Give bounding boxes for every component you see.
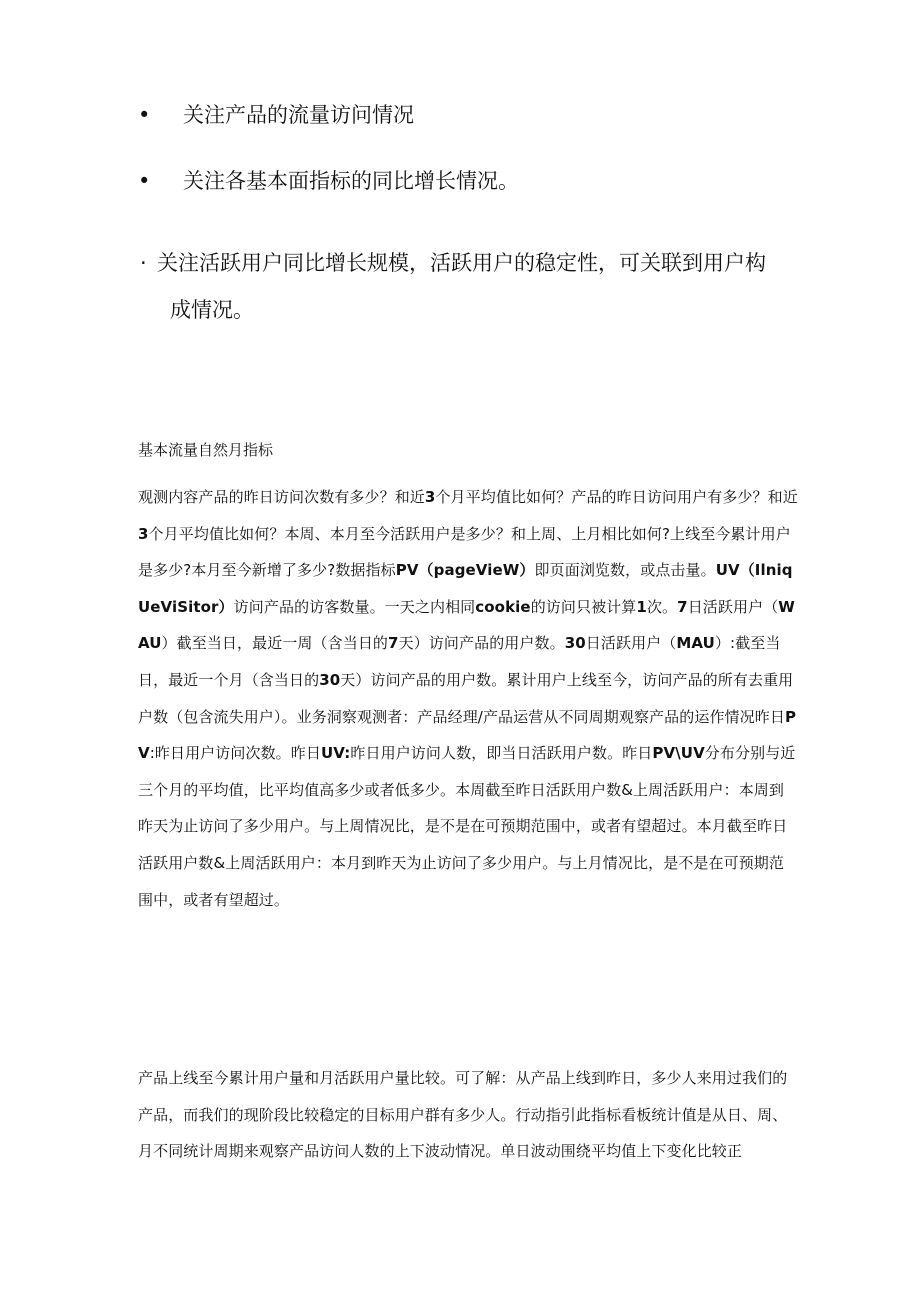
bold-term: UV: <box>320 744 351 763</box>
section-heading: 基本流量自然月指标 <box>138 441 274 459</box>
bullet-marker: · <box>140 251 147 275</box>
bullet-item-active-users: 关注活跃用户同比增长规模，活跃用户的稳定性，可关联到用户构 <box>157 251 766 275</box>
text-run: 分布分别与近三个月的平均值，比平均值高多少或者低多少。本周截至昨日活跃用户数&上周活跃用户：本周到昨天为止访问了多少用户。与上周情况比，是不是在可预期范围中，或者有望超过。本月截至昨日活跃用户数&上周活跃用户：本月到昨天为止访问了多少用户。与上月情况比，是不是在可预期范围中，或者有望超过。 <box>138 744 796 909</box>
bold-term: UV（IlniqUeViSitor） <box>138 561 793 616</box>
bullet-marker: • <box>138 169 151 193</box>
text-run: 个月平均值比如何？本周、本月至今活跃用户是多少？和上周、上月相比如何?上线至今累计用户是多少?本月至今新增了多少?数据指标 <box>138 524 791 580</box>
text-run: ）截至当日，最近一周（含当日的 <box>161 634 389 653</box>
text-run: 次。 <box>646 597 678 616</box>
bold-term: 30 <box>319 670 341 689</box>
bold-term: 3 <box>424 488 436 506</box>
bold-term: 7 <box>388 634 399 653</box>
bold-term: PV <box>138 707 797 763</box>
bold-term: PV（pageVieW） <box>395 561 535 580</box>
bullet-marker: • <box>138 103 151 127</box>
bold-term: 1 <box>636 597 647 616</box>
bullet-item-active-users-continuation: 成情况。 <box>170 298 254 322</box>
bold-term: 30 <box>564 634 586 653</box>
text-run: 的访问只被计算 <box>530 597 637 616</box>
bold-term: 7 <box>677 597 688 616</box>
text-run: 天）访问产品的用户数。 <box>398 634 565 653</box>
text-run: 即页面浏览数，或点击量。 <box>534 561 716 580</box>
text-run: 昨日用户访问人数，即当日活跃用户数。昨日 <box>350 744 653 763</box>
text-run: 观测内容产品的昨日访问次数有多少？和近 <box>138 488 425 506</box>
bold-term: WAU <box>138 597 795 653</box>
text-run: ）:截至当日，最近一个月（含当日的 <box>138 634 781 689</box>
cumulative-users-paragraph: 产品上线至今累计用户量和月活跃用户量比较。可了解：从产品上线到昨日，多少人来用过我们的产品，而我们的现阶段比较稳定的目标用户群有多少人。行动指引此指标看板统计值是从日、周、月不同统计周期来观察产品访问人数的上下波动情况。单日波动围绕平均值上下变化比较正 <box>138 1069 788 1161</box>
bold-term: 3 <box>138 524 149 543</box>
text-run: 天）访问产品的用户数。累计用户上线至今，访问产品的所有去重用户数（包含流失用户）。业务洞察观测者：产品经理/产品运营从不同周期观察产品的运作情况昨日 <box>138 670 794 726</box>
text-run: 个月平均值比如何？产品的昨日访问用户有多少？和近 <box>435 488 798 506</box>
text-run: 访问产品的访客数量。一天之内相同 <box>233 597 476 616</box>
bullet-item-product-traffic: 关注产品的流量访问情况 <box>183 103 414 127</box>
bold-term: MAU <box>676 634 715 653</box>
bold-term: cookie <box>475 597 531 616</box>
text-run: 日活跃用户（ <box>687 597 779 616</box>
bold-term: PV\UV <box>652 744 705 763</box>
metrics-paragraph <box>138 479 798 918</box>
bullet-item-yoy-growth: 关注各基本面指标的同比增长情况。 <box>183 169 519 193</box>
text-run: :昨日用户访问次数。昨日 <box>149 744 321 763</box>
text-run: 日活跃用户（ <box>585 634 677 653</box>
